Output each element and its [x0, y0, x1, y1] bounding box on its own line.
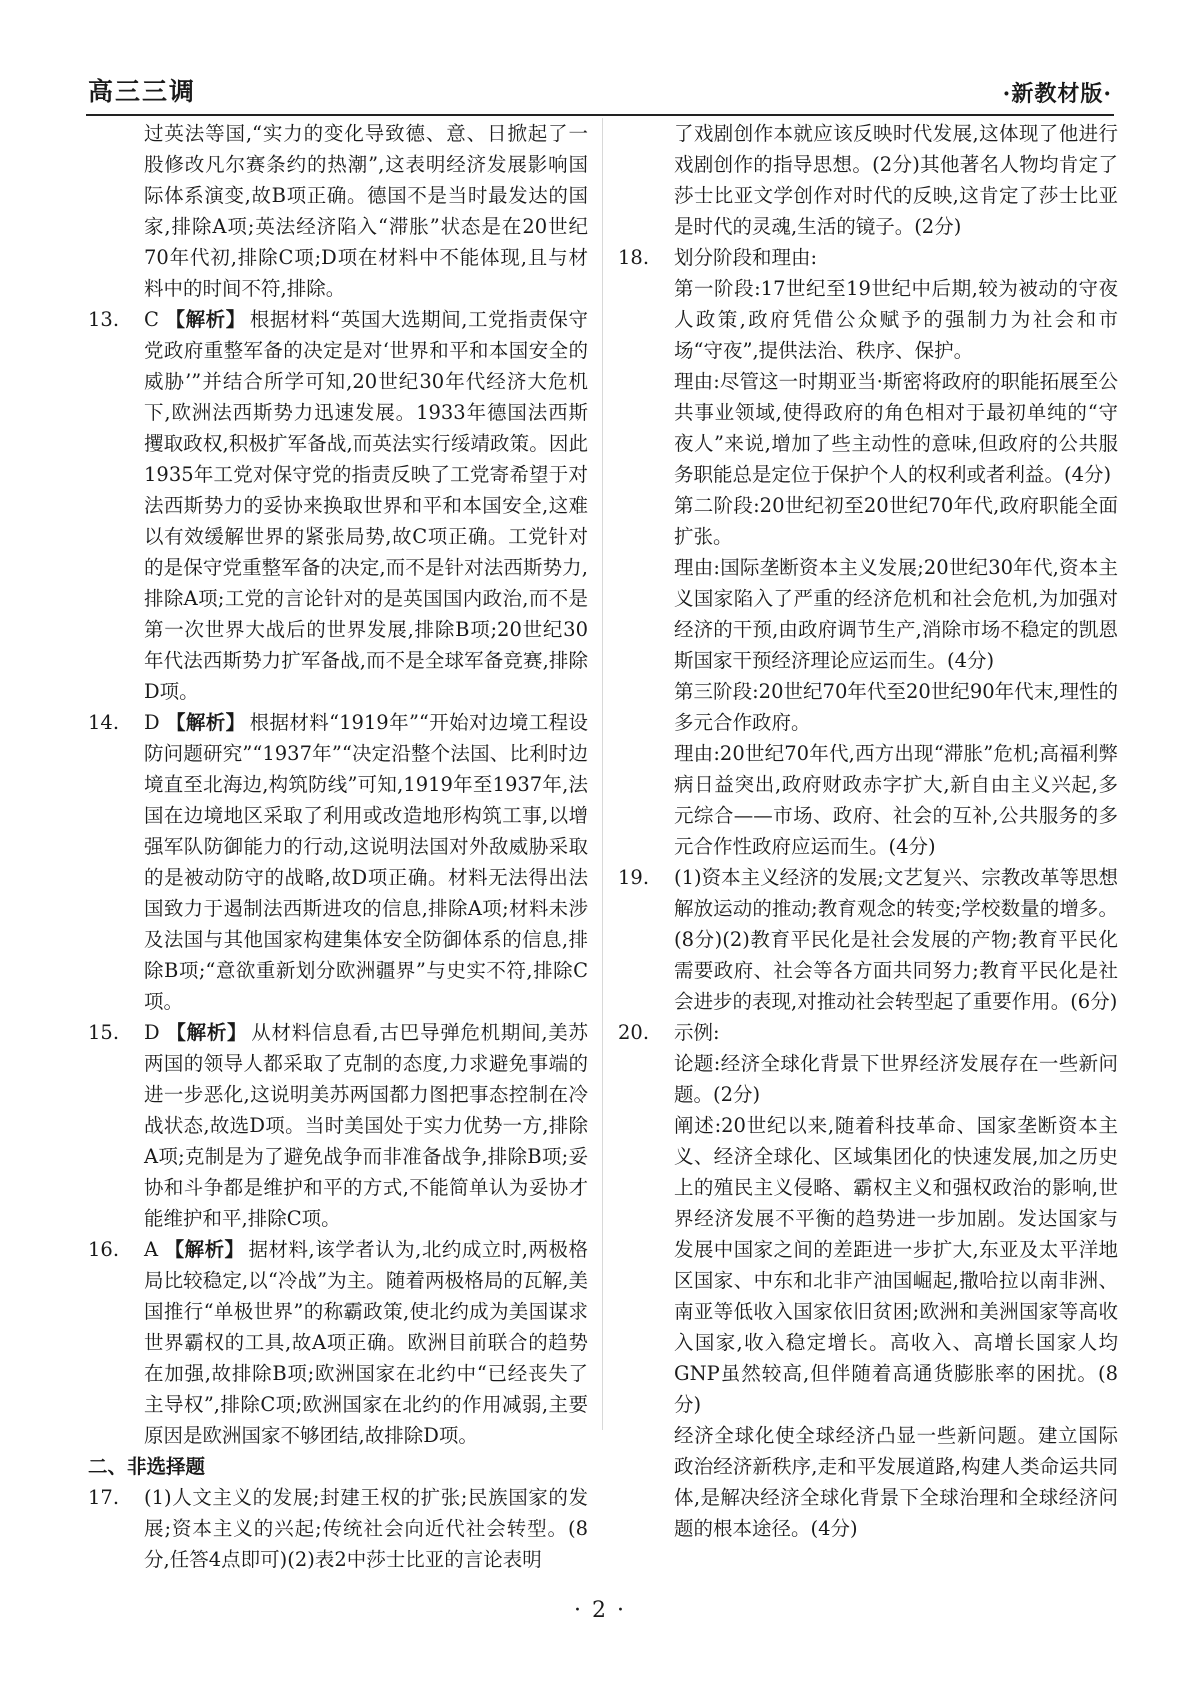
conclusion: 经济全球化使全球经济凸显一些新问题。建立国际政治经济新秩序,走和平发展道路,构建人类命运共同体,是解决经济全球化背景下全球治理和全球经济问题的根本途径。(4分): [674, 1424, 1118, 1540]
answer-item-20: [618, 1017, 1118, 1544]
answer-item-13: [88, 304, 588, 707]
reason-3: 理由:20世纪70年代,西方出现“滞胀”危机;高福利弊病日益突出,政府财政赤字扩大,新自由主义兴起,多元综合——市场、政府、社会的互补,公共服务的多元合作性政府应运而生。(4分): [674, 742, 1118, 858]
answer-choice: A: [144, 1238, 159, 1261]
answer-item-16: [88, 1234, 588, 1451]
page-header: [86, 78, 1114, 116]
item-number: 15.: [88, 1021, 120, 1044]
answer-item-17: [88, 1482, 588, 1575]
analysis-text: 据材料,该学者认为,北约成立时,两极格局比较稳定,以“冷战”为主。随着两极格局的瓦解,美国推行“单极世界”的称霸政策,使北约成为美国谋求世界霸权的工具,故A项正确。欧洲目前联合的趋势在加强,故排除B项;欧洲国家在北约中“已经丧失了主导权”,排除C项;欧洲国家在北约的作用减弱,主要原因是欧洲国家不够团结,故排除D项。: [144, 1238, 588, 1447]
header-exam-title: 高三三调: [88, 77, 197, 106]
answer-lead: 划分阶段和理由:: [674, 246, 818, 269]
reason-2: 理由:国际垄断资本主义发展;20世纪30年代,资本主义国家陷入了严重的经济危机和社会危机,为加强对经济的干预,由政府调节生产,消除市场不稳定的凯恩斯国家干预经济理论应运而生。(4分): [674, 556, 1118, 672]
item-number: 14.: [88, 711, 120, 734]
answer-lead: 示例:: [674, 1021, 720, 1044]
answer-item-19: [618, 862, 1118, 1017]
answer-item-15: [88, 1017, 588, 1234]
item-number: 13.: [88, 308, 120, 331]
item-number: 16.: [88, 1238, 120, 1261]
left-column: [88, 118, 588, 1575]
continued-paragraph: 了戏剧创作本就应该反映时代发展,这体现了他进行戏剧创作的指导思想。(2分)其他著名人物均肯定了莎士比亚文学创作对时代的反映,这肯定了莎士比亚是时代的灵魂,生活的镜子。(2分): [674, 122, 1118, 238]
answer-choice: C: [144, 308, 159, 331]
answer-choice: D: [144, 1021, 160, 1044]
answer-choice: D: [144, 711, 160, 734]
analysis-tag: 【解析】: [165, 1021, 248, 1044]
header-edition: ·新教材版·: [1002, 81, 1112, 107]
answer-text: (1)人文主义的发展;封建王权的扩张;民族国家的发展;资本主义的兴起;传统社会向近代社会转型。(8分,任答4点即可)(2)表2中莎士比亚的言论表明: [144, 1486, 588, 1571]
column-divider: [602, 118, 603, 1430]
answer-item-18: [618, 242, 1118, 862]
analysis-tag: 【解析】: [164, 308, 246, 331]
stage-3: 第三阶段:20世纪70年代至20世纪90年代末,理性的多元合作政府。: [674, 680, 1118, 734]
item-number: 18.: [618, 246, 650, 269]
item-number: 20.: [618, 1021, 650, 1044]
elaboration: 阐述:20世纪以来,随着科技革命、国家垄断资本主义、经济全球化、区域集团化的快速发展,加之历史上的殖民主义侵略、霸权主义和强权政治的影响,世界经济发展不平衡的趋势进一步加剧。发达国家与发展中国家之间的差距进一步扩大,东亚及太平洋地区国家、中东和北非产油国崛起,撒哈拉以南非洲、南亚等低收入国家依旧贫困;欧洲和美洲国家等高收入国家,收入稳定增长。高收入、高增长国家人均GNP虽然较高,但伴随着高通货膨胀率的困扰。(8分): [674, 1114, 1118, 1416]
analysis-text: 根据材料“1919年”“开始对边境工程设防问题研究”“1937年”“决定沿整个法国、比利时边境直至北海边,构筑防线”可知,1919年至1937年,法国在边境地区采取了利用或改造地形构筑工事,以增强军队防御能力的行动,这说明法国对外敌威胁采取的是被动防守的战略,故D项正确。材料无法得出法国致力于遏制法西斯进攻的信息,排除A项;材料未涉及法国与其他国家构建集体安全防御体系的信息,排除B项;“意欲重新划分欧洲疆界”与史实不符,排除C项。: [144, 711, 588, 1013]
stage-1: 第一阶段:17世纪至19世纪中后期,较为被动的守夜人政策,政府凭借公众赋予的强制力为社会和市场“守夜”,提供法治、秩序、保护。: [674, 277, 1118, 362]
item-number: 19.: [618, 866, 650, 889]
analysis-tag: 【解析】: [164, 1238, 245, 1261]
analysis-text: 根据材料“英国大选期间,工党指责保守党政府重整军备的决定是对‘世界和平和本国安全的威胁’”并结合所学可知,20世纪30年代经济大危机下,欧洲法西斯势力迅速发展。1933年德国法西斯攫取政权,积极扩军备战,而英法实行绥靖政策。因此1935年工党对保守党的指责反映了工党寄希望于对法西斯势力的妥协来换取世界和平和本国安全,这难以有效缓解世界的紧张局势,故C项正确。工党针对的是保守党重整军备的决定,而不是针对法西斯势力,排除A项;工党的言论针对的是英国国内政治,而不是第一次世界大战后的世界发展,排除B项;20世纪30年代法西斯势力扩军备战,而不是全球军备竞赛,排除D项。: [144, 308, 588, 703]
continued-paragraph: 过英法等国,“实力的变化导致德、意、日掀起了一股修改凡尔赛条约的热潮”,这表明经济发展影响国际体系演变,故B项正确。德国不是当时最发达的国家,排除A项;英法经济陷入“滞胀”状态是在20世纪70年代初,排除C项;D项在材料中不能体现,且与材料中的时间不符,排除。: [144, 122, 588, 300]
item-number: 17.: [88, 1486, 120, 1509]
thesis: 论题:经济全球化背景下世界经济发展存在一些新问题。(2分): [674, 1052, 1118, 1106]
page-number: · 2 ·: [574, 1598, 626, 1623]
answer-item-14: [88, 707, 588, 1017]
reason-1: 理由:尽管这一时期亚当·斯密将政府的职能拓展至公共事业领域,使得政府的角色相对于最初单纯的“守夜人”来说,增加了些主动性的意味,但政府的公共服务职能总是定位于保护个人的权利或者利益。(4分): [674, 370, 1118, 486]
answer-text: (1)资本主义经济的发展;文艺复兴、宗教改革等思想解放运动的推动;教育观念的转变;学校数量的增多。(8分)(2)教育平民化是社会发展的产物;教育平民化需要政府、社会等各方面共同努力;教育平民化是社会进步的表现,对推动社会转型起了重要作用。(6分): [674, 866, 1118, 1013]
section-title: 二、非选择题: [88, 1455, 206, 1478]
analysis-text: 从材料信息看,古巴导弹危机期间,美苏两国的领导人都采取了克制的态度,力求避免事端的进一步恶化,这说明美苏两国都力图把事态控制在冷战状态,故选D项。当时美国处于实力优势一方,排除A项;克制是为了避免战争而非准备战争,排除B项;妥协和斗争都是维护和平的方式,不能简单认为妥协才能维护和平,排除C项。: [144, 1021, 588, 1230]
analysis-tag: 【解析】: [165, 711, 246, 734]
stage-2: 第二阶段:20世纪初至20世纪70年代,政府职能全面扩张。: [674, 494, 1118, 548]
right-column: [618, 118, 1118, 1544]
